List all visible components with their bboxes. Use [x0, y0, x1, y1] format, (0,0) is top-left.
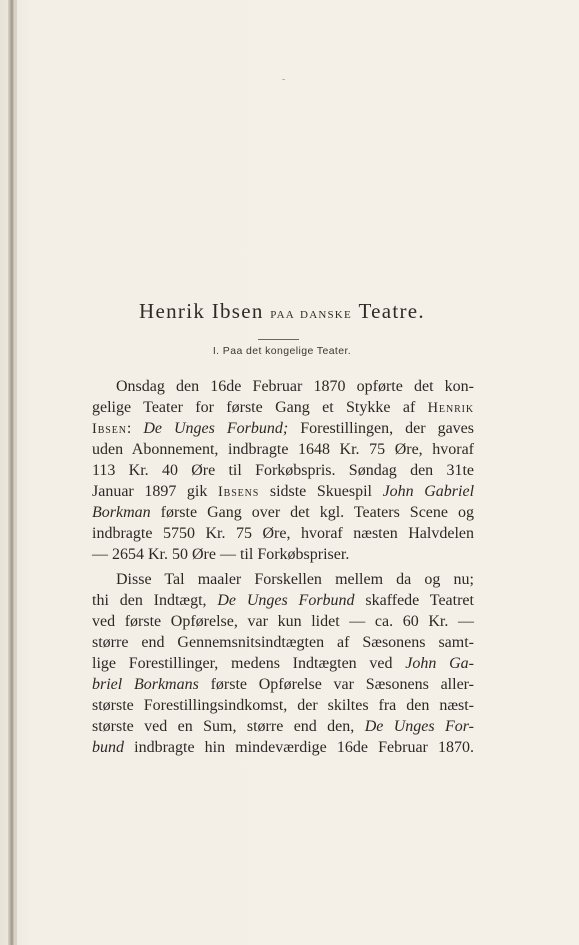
play-title: briel Borkmans [92, 676, 199, 693]
page-mark: - [282, 74, 286, 85]
paragraph-2-line-5 [92, 653, 474, 674]
author-name: Henrik [427, 400, 474, 416]
title-rule [258, 339, 299, 340]
paragraph-1-line-9: — 2654 Kr. 50 Øre — til Forkøbspriser. [92, 546, 350, 563]
author-name: Ibsen [92, 421, 127, 437]
paragraph-2-line-1: Disse Tal maaler Forskellen mellem da og nu; [116, 571, 474, 588]
paragraph-2-line-7: største Forestillingsindkomst, der skiltes fra den næst- [92, 697, 474, 714]
paragraph-1-line-7 [92, 502, 474, 523]
paragraph-1-line-1: Onsdag den 16de Februar 1870 opførte det kon- [116, 378, 474, 395]
play-title: John Ga- [405, 655, 475, 672]
paragraph-1-line-8: indbragte 5750 Kr. 75 Øre, hvoraf næsten Halvdelen [92, 525, 474, 542]
text-span: første Gang over det kgl. Teaters Scene og [150, 504, 474, 521]
book-spine-shadow [8, 0, 15, 945]
text-span: gelige Teater for første Gang et Stykke af [92, 399, 428, 416]
text-span: lige Forestillinger, medens Indtægten ved [92, 655, 406, 672]
paragraph-2-line-9 [92, 737, 474, 758]
title-name: Henrik Ibsen [139, 299, 264, 323]
play-title: bund [92, 739, 124, 756]
paragraph-1-line-3 [92, 418, 474, 440]
text-span: største ved en Sum, større end den, [92, 718, 365, 735]
paragraph-1-line-4: uden Abonnement, indbragte 1648 Kr. 75 Øre, hvoraf [92, 441, 474, 458]
text-span: Forestillingen, der gaves [288, 420, 474, 437]
play-title: John Gabriel [382, 483, 475, 500]
paragraph-1-line-5: 113 Kr. 40 Øre til Forkøbspris. Søndag den 31te [92, 462, 474, 479]
play-title: De Unges For- [364, 718, 475, 735]
text-span: : [126, 420, 144, 437]
text-span: Januar 1897 gik [92, 483, 218, 500]
paragraph-2-line-3: ved første Opførelse, var kun lidet — ca. 60 Kr. — [92, 613, 474, 630]
paragraph-2-line-4: større end Gennemsnitsindtægten af Sæsonens samt- [92, 634, 474, 651]
text-span: første Opførelse var Sæsonens aller- [198, 676, 475, 693]
section-heading: I. Paa det kongelige Teater. [212, 345, 352, 357]
title-middle: paa danske [270, 305, 352, 322]
text-span: sidste Skuespil [259, 483, 383, 500]
paragraph-2-line-8 [92, 716, 474, 737]
author-name: Ibsens [217, 484, 260, 500]
paragraph-2-line-2 [92, 590, 474, 611]
page-title [92, 299, 472, 324]
paragraph-2-line-6 [92, 674, 474, 695]
book-spine-edge [15, 0, 17, 945]
paragraph-1-line-2 [92, 397, 474, 419]
play-title: De Unges Forbund; [143, 420, 289, 437]
text-span: indbragte hin mindeværdige 16de Februar 1870. [124, 739, 474, 756]
play-title: De Unges Forbund [217, 592, 355, 609]
title-end: Teatre. [358, 299, 425, 323]
text-span: skaffede Teatret [354, 592, 474, 609]
play-title: Borkman [92, 504, 151, 521]
text-span: thi den Indtægt, [92, 592, 218, 609]
paragraph-1-line-6 [92, 481, 474, 503]
